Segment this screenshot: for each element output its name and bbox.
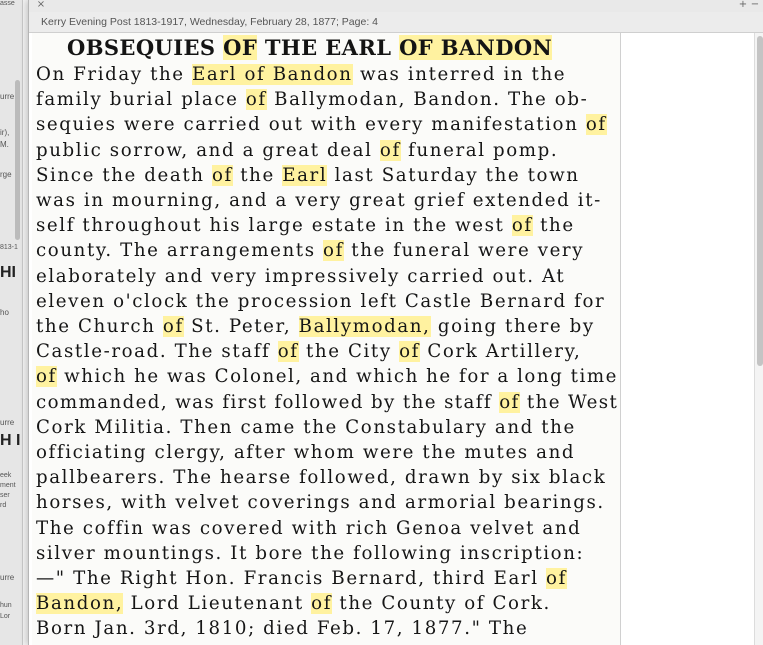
background-text: asse (0, 0, 15, 7)
highlighted-term: of (311, 593, 333, 615)
highlighted-term: OF BANDON (399, 35, 553, 60)
text-segment: which he was Colonel, and which he for a long time (56, 366, 618, 388)
text-segment: family burial place (36, 89, 246, 111)
article-line (36, 392, 618, 414)
text-segment: horses, with velvet coverings and armorial bearings. (36, 492, 605, 514)
background-text: M. (0, 140, 9, 149)
highlighted-term: of (511, 215, 533, 237)
article-line (36, 215, 575, 237)
background-window (0, 0, 23, 645)
text-segment: commanded, was first followed by the staff (36, 391, 500, 413)
window-titlebar (29, 0, 763, 12)
article-line (36, 291, 605, 313)
text-segment: the County of Cork. (332, 593, 551, 615)
text-segment: Castle-road. The staff (36, 341, 278, 363)
article-headline (67, 35, 552, 60)
highlighted-term: Earl (282, 164, 328, 186)
article-line (36, 165, 580, 187)
highlighted-term: Ballymodan, (298, 316, 431, 337)
background-text: H I (0, 432, 21, 449)
expand-icon[interactable]: + (738, 0, 748, 10)
highlighted-term: Bandon, (36, 593, 124, 615)
article-line (36, 341, 581, 363)
text-segment: Since the death (36, 164, 212, 186)
highlighted-term: OF (223, 35, 258, 60)
highlighted-term: of (323, 240, 344, 262)
background-text: Lor (0, 613, 11, 620)
article-line (36, 492, 605, 514)
article-line (36, 467, 606, 489)
background-text: urre (0, 92, 15, 101)
article-line (36, 240, 584, 262)
vertical-scrollbar[interactable] (754, 33, 763, 645)
text-segment: St. Peter, (183, 316, 299, 337)
highlighted-term: of (36, 366, 57, 388)
newspaper-clipping (32, 33, 621, 645)
highlighted-term: of (245, 89, 267, 111)
background-scrollbar[interactable] (15, 80, 20, 240)
text-segment: eleven o'clock the procession left Castle Bernard for (36, 290, 606, 312)
text-segment: Born Jan. 3rd, 1810; died Feb. 17, 1877." The (36, 618, 529, 640)
article-line (36, 316, 595, 338)
text-segment: THE EARL (257, 35, 400, 60)
highlighted-term: of (277, 341, 299, 363)
article-line (36, 114, 607, 136)
text-segment: the Church (36, 316, 163, 337)
text-segment: county. The arrangements (36, 240, 324, 262)
background-text: ser (0, 492, 10, 499)
background-text: eek (0, 472, 12, 479)
article-line (36, 140, 558, 162)
article-line (36, 442, 575, 464)
text-segment: silver mountings. It bore the following inscription: (36, 542, 585, 564)
text-segment: going there by (430, 316, 595, 337)
article-line (36, 417, 576, 439)
restore-icon[interactable]: − (750, 0, 760, 10)
article-line (36, 64, 566, 86)
text-segment: the (532, 215, 575, 237)
text-segment: officiating clergy, after whom were the mutes and (36, 442, 576, 463)
background-text: hun (0, 602, 12, 609)
text-segment: elaborately and very impressively carried out. At (36, 265, 566, 287)
text-segment: Cork Militia. Then came the Constabulary and the (36, 416, 576, 438)
text-segment: public sorrow, and a great deal (36, 139, 380, 161)
close-icon[interactable]: × (36, 0, 46, 10)
text-segment: self throughout his large estate in the west (36, 215, 512, 237)
background-text: HI (0, 264, 16, 281)
article-line (36, 593, 551, 615)
text-segment: The coffin was covered with rich Genoa velvet and (36, 517, 582, 539)
text-segment: funeral pomp. (400, 139, 559, 161)
background-text: ho (0, 308, 9, 317)
article-line (36, 518, 581, 540)
article-line (36, 618, 528, 640)
background-text: rge (0, 170, 12, 179)
background-text: rd (0, 502, 7, 509)
article-line (36, 568, 567, 590)
background-text: urre (0, 573, 15, 582)
text-segment: was in mourning, and a very great grief extended it- (36, 190, 602, 211)
text-segment: the West (519, 391, 619, 413)
highlighted-term: of (211, 164, 233, 186)
text-segment: —" The Right Hon. Francis Bernard, third Earl (36, 568, 547, 589)
text-segment: the City (298, 341, 400, 363)
highlighted-term: of (379, 139, 401, 161)
highlighted-term: of (546, 568, 567, 589)
text-segment: OBSEQUIES (67, 35, 224, 60)
article-line (36, 190, 602, 212)
background-text: 813-1 (0, 244, 18, 251)
citation-header (29, 12, 763, 33)
background-text: ir), (0, 128, 10, 137)
text-segment: pallbearers. The hearse followed, drawn by six black (36, 467, 607, 489)
text-segment: the funeral were very (343, 240, 585, 262)
text-segment: was interred in the (352, 64, 567, 85)
text-segment: last Saturday the town (327, 164, 580, 186)
text-segment: the (232, 164, 283, 186)
article-line (36, 543, 584, 565)
article-line (36, 89, 588, 111)
article-viewer-window (28, 0, 763, 645)
text-segment: On Friday the (36, 64, 193, 85)
background-text: ment (0, 482, 16, 489)
highlighted-term: of (162, 316, 184, 337)
text-segment: Cork Artillery, (419, 341, 582, 363)
highlighted-term: of (399, 341, 420, 363)
text-segment: Lord Lieutenant (123, 593, 312, 615)
text-segment: sequies were carried out with every manifestation (36, 114, 586, 136)
article-line (36, 266, 565, 288)
citation-text: Kerry Evening Post 1813-1917, Wednesday, February 28, 1877; Page: 4 (41, 16, 378, 28)
highlighted-term: Earl of Bandon (192, 64, 353, 85)
highlighted-term: of (585, 114, 607, 136)
highlighted-term: of (499, 391, 520, 413)
background-text: urre (0, 418, 15, 427)
article-image-viewport[interactable] (29, 33, 754, 645)
scrollbar-thumb[interactable] (757, 36, 763, 366)
text-segment: Ballymodan, Bandon. The ob- (266, 89, 589, 111)
article-line (36, 366, 618, 388)
